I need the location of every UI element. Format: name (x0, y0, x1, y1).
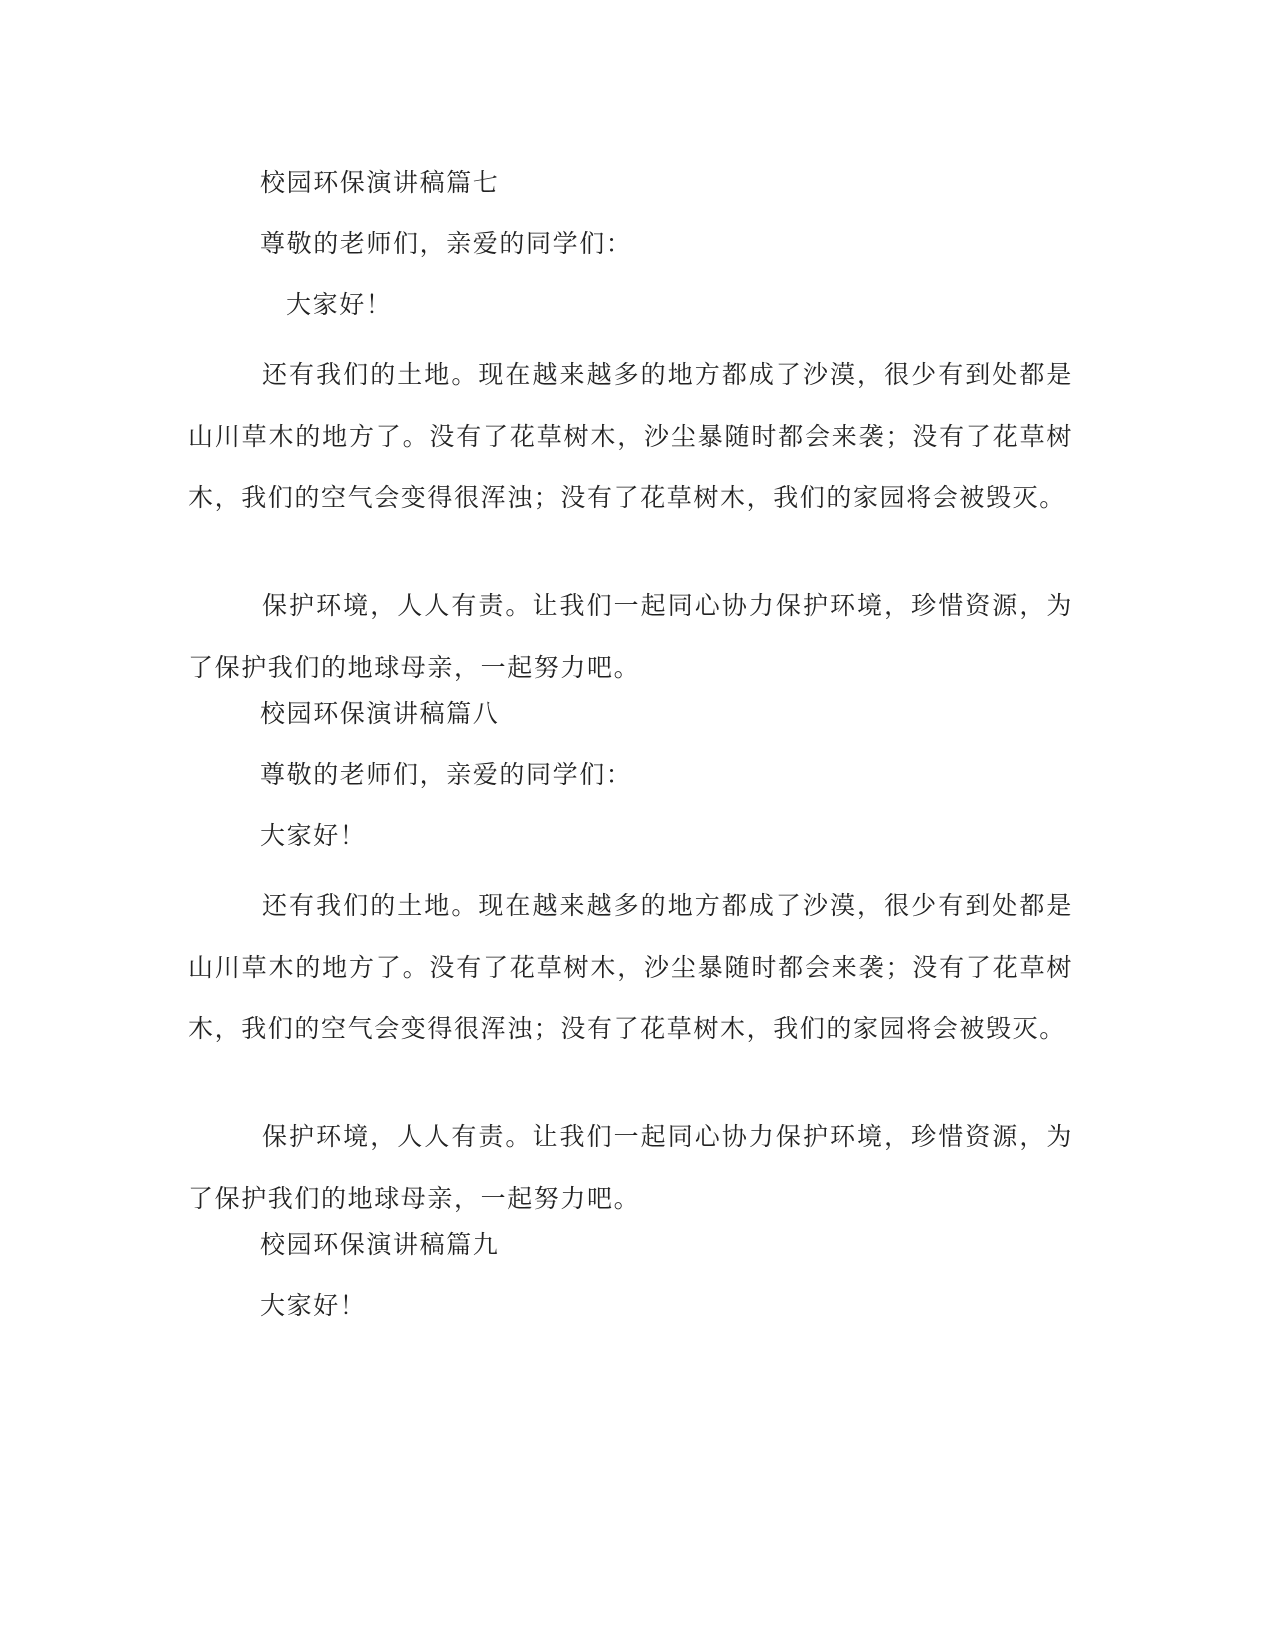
body-paragraph: 保护环境，人人有责。让我们一起同心协力保护环境，珍惜资源，为了保护我们的地球母亲，一起努力吧。 (188, 591, 1073, 682)
section-heading: 校园环保演讲稿篇九 (260, 1230, 500, 1259)
section-heading: 校园环保演讲稿篇八 (260, 699, 500, 728)
body-paragraph: 还有我们的土地。现在越来越多的地方都成了沙漠，很少有到处都是山川草木的地方了。没有了花草树木，沙尘暴随时都会来袭；没有了花草树木，我们的空气会变得很浑浊；没有了花草树木，我们的家园将会被毁灭。 (188, 360, 1073, 512)
greeting: 大家好！ (286, 290, 393, 319)
greeting: 大家好！ (260, 1291, 367, 1320)
body-paragraph: 保护环境，人人有责。让我们一起同心协力保护环境，珍惜资源，为了保护我们的地球母亲，一起努力吧。 (188, 1122, 1073, 1213)
greeting: 大家好！ (260, 821, 367, 850)
salutation: 尊敬的老师们，亲爱的同学们： (260, 229, 633, 258)
body-paragraph: 还有我们的土地。现在越来越多的地方都成了沙漠，很少有到处都是山川草木的地方了。没有了花草树木，沙尘暴随时都会来袭；没有了花草树木，我们的空气会变得很浑浊；没有了花草树木，我们的家园将会被毁灭。 (188, 891, 1073, 1043)
section-heading: 校园环保演讲稿篇七 (260, 168, 500, 197)
salutation: 尊敬的老师们，亲爱的同学们： (260, 760, 633, 789)
